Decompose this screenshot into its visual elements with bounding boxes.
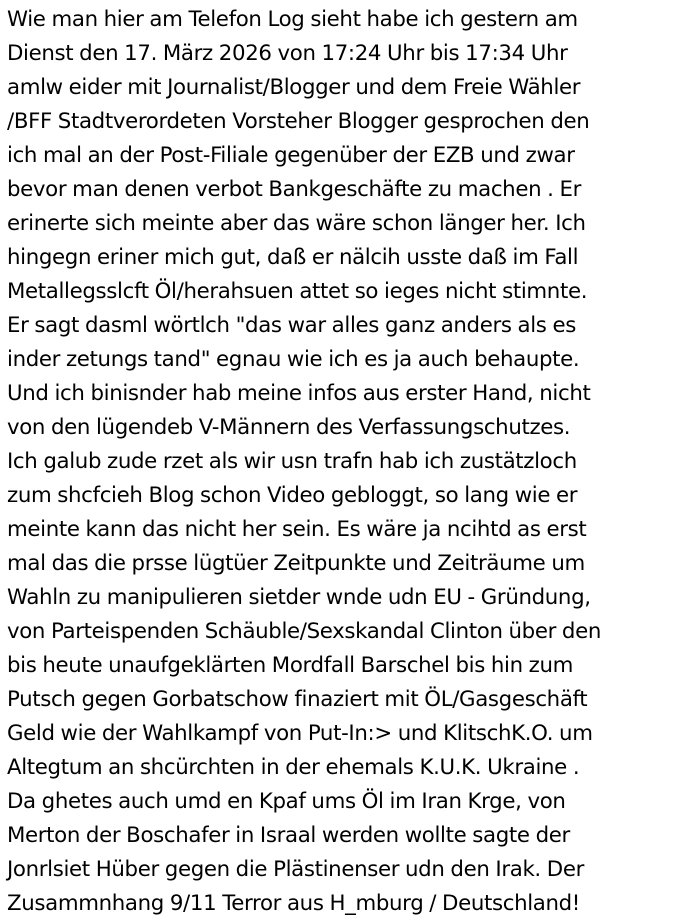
text-line: Er sagt dasml wörtlch "das war alles ganz anders als es: [7, 313, 576, 338]
text-line: bevor man denen verbot Bankgeschäfte zu machen . Er: [7, 177, 581, 202]
text-line: Und ich binisnder hab meine infos aus erster Hand, nicht: [7, 381, 591, 406]
document-text: [7, 3, 683, 921]
text-line: erinerte sich meinte aber das wäre schon länger her. Ich: [7, 211, 586, 236]
text-line: Ich galub zude rzet als wir usn trafn hab ich zustätzloch: [7, 449, 577, 474]
text-line: Da ghetes auch umd en Kpaf ums Öl im Iran Krge, von: [7, 789, 566, 814]
text-line: inder zetungs tand" egnau wie ich es ja auch behaupte.: [7, 347, 580, 372]
text-line: Merton der Boschafer in Israal werden wollte sagte der: [7, 823, 570, 848]
text-line: ich mal an der Post-Filiale gegenüber der EZB und zwar: [7, 143, 575, 168]
text-line: amlw eider mit Journalist/Blogger und dem Freie Wähler: [7, 75, 581, 100]
text-line: bis heute unaufgeklärten Mordfall Barschel bis hin zum: [7, 653, 574, 678]
text-line: Altegtum an shcürchten in der ehemals K.U.K. Ukraine .: [7, 755, 580, 780]
text-line: Wie man hier am Telefon Log sieht habe ich gestern am: [7, 7, 578, 32]
text-line: von den lügendeb V-Männern des Verfassungschutzes.: [7, 415, 571, 440]
text-line: Putsch gegen Gorbatschow finaziert mit ÖL/Gasgeschäft: [7, 687, 588, 712]
text-line: Metallegsslcft Öl/herahsuen attet so ieges nicht stimnte.: [7, 279, 588, 304]
text-line: /BFF Stadtverordeten Vorsteher Blogger gesprochen den: [7, 109, 590, 134]
text-line: Geld wie der Wahlkampf von Put-In:> und KlitschK.O. um: [7, 721, 593, 746]
text-line: mal das die prsse lügtüer Zeitpunkte und Zeiträume um: [7, 551, 585, 576]
text-line: Wahln zu manipulieren sietder wnde udn EU - Gründung,: [7, 585, 591, 610]
text-line: Jonrlsiet Hüber gegen die Plästinenser udn den Irak. Der: [7, 857, 584, 882]
text-line: meinte kann das nicht her sein. Es wäre ja ncihtd as erst: [7, 517, 587, 542]
text-line: hingegn eriner mich gut, daß er nälcih usste daß im Fall: [7, 245, 579, 270]
text-line: Dienst den 17. März 2026 von 17:24 Uhr bis 17:34 Uhr: [7, 41, 568, 66]
text-line: zum shcfcieh Blog schon Video gebloggt, so lang wie er: [7, 483, 578, 508]
text-line: von Parteispenden Schäuble/Sexskandal Clinton über den: [7, 619, 601, 644]
text-line: Zusammnhang 9/11 Terror aus H_mburg / Deutschland!: [7, 891, 580, 916]
